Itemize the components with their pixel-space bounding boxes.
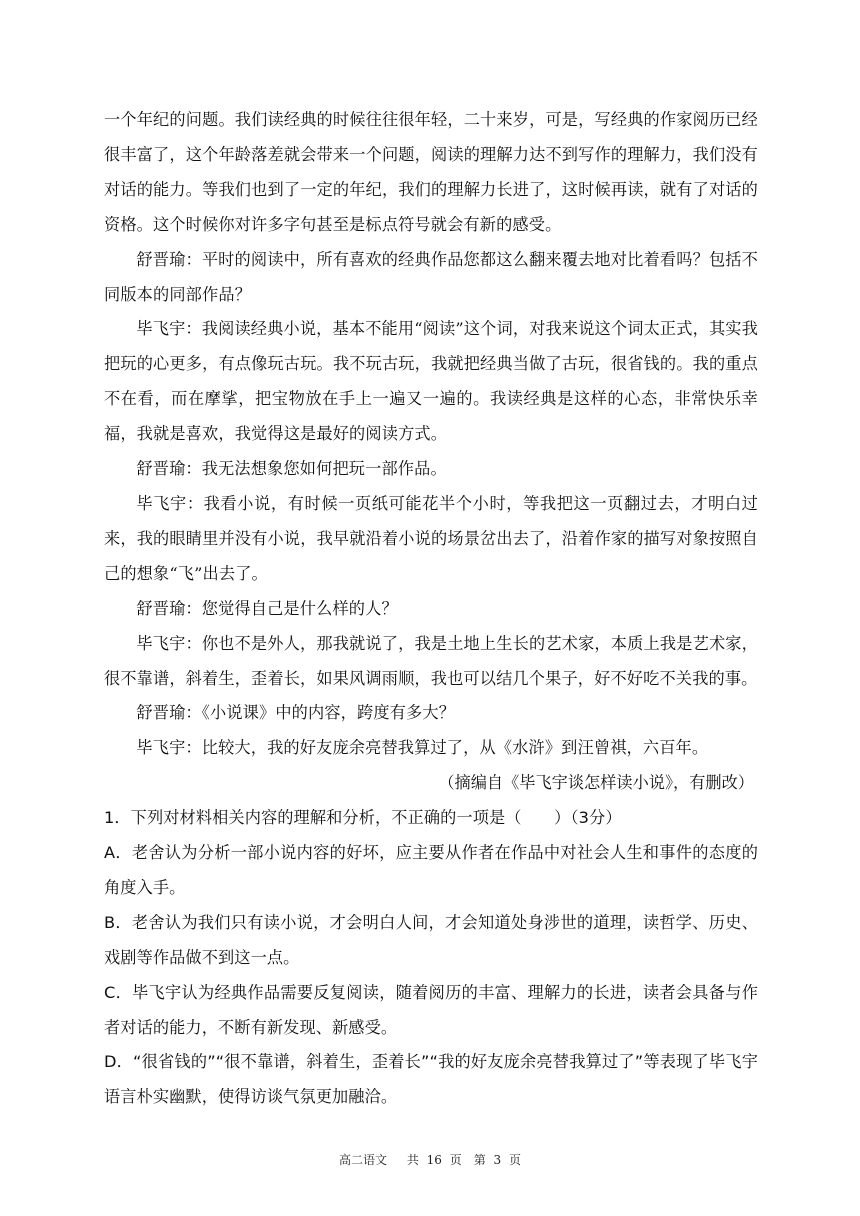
option-d: D．“很省钱的”“很不靠谱，斜着生，歪着长”“我的好友庞余亮替我算过了”等表现了毕飞宇语言朴实幽默，使得访谈气氛更加融洽。 bbox=[104, 1052, 758, 1107]
source-attribution: （摘编自《毕飞宇谈怎样读小说》，有删改） bbox=[438, 773, 754, 793]
interview-question: 舒晋瑜：《小说课》中的内容，跨度有多大？ bbox=[136, 703, 456, 723]
page-footer: 高二语文 共 16 页 第 3 页 bbox=[339, 1153, 521, 1167]
question-stem: 1．下列对材料相关内容的理解和分析，不正确的一项是（ ）（3分） bbox=[104, 808, 622, 828]
interview-question: 舒晋瑜：您觉得自己是什么样的人？ bbox=[136, 598, 398, 618]
page-content bbox=[104, 103, 758, 1115]
interview-answer: 毕飞宇：我阅读经典小说，基本不能用“阅读”这个词，对我来说这个词太正式，其实我把玩的心更多，有点像玩古玩。我不玩古玩，我就把经典当做了古玩，很省钱的。我的重点不在看，而在摩挲，把宝物放在手上一遍又一遍的。我读经典是这样的心态，非常快乐幸福，我就是喜欢，我觉得这是最好的阅读方式。 bbox=[104, 319, 758, 444]
option-c: C．毕飞宇认为经典作品需要反复阅读，随着阅历的丰富、理解力的长进，读者会具备与作者对话的能力，不断有新发现、新感受。 bbox=[104, 982, 758, 1037]
interview-answer: 毕飞宇：我看小说，有时候一页纸可能花半个小时，等我把这一页翻过去，才明白过来，我的眼睛里并没有小说，我早就沿着小说的场景岔出去了，沿着作家的描写对象按照自己的想象“飞”出去了。 bbox=[104, 493, 758, 583]
interview-answer: 毕飞宇：你也不是外人，那我就说了，我是土地上生长的艺术家，本质上我是艺术家，很不靠谱，斜着生，歪着长，如果风调雨顺，我也可以结几个果子，好不好吃不关我的事。 bbox=[104, 633, 758, 688]
option-b: B．老舍认为我们只有读小说，才会明白人间，才会知道处身涉世的道理，读哲学、历史、戏剧等作品做不到这一点。 bbox=[104, 912, 758, 967]
interview-question: 舒晋瑜：平时的阅读中，所有喜欢的经典作品您都这么翻来覆去地对比着看吗？包括不同版本的同部作品？ bbox=[104, 249, 758, 304]
continued-paragraph: 一个年纪的问题。我们读经典的时候往往很年轻，二十来岁，可是，写经典的作家阅历已经很丰富了，这个年龄落差就会带来一个问题，阅读的理解力达不到写作的理解力，我们没有对话的能力。等我们也到了一定的年纪，我们的理解力长进了，这时候再读，就有了对话的资格。这个时候你对许多字句甚至是标点符号就会有新的感受。 bbox=[104, 110, 758, 234]
interview-answer: 毕飞宇：比较大，我的好友庞余亮替我算过了，从《水浒》到汪曾祺，六百年。 bbox=[136, 738, 709, 758]
option-a: A．老舍认为分析一部小说内容的好坏，应主要从作者在作品中对社会人生和事件的态度的角度入手。 bbox=[104, 843, 758, 897]
interview-question: 舒晋瑜：我无法想象您如何把玩一部作品。 bbox=[136, 459, 447, 479]
